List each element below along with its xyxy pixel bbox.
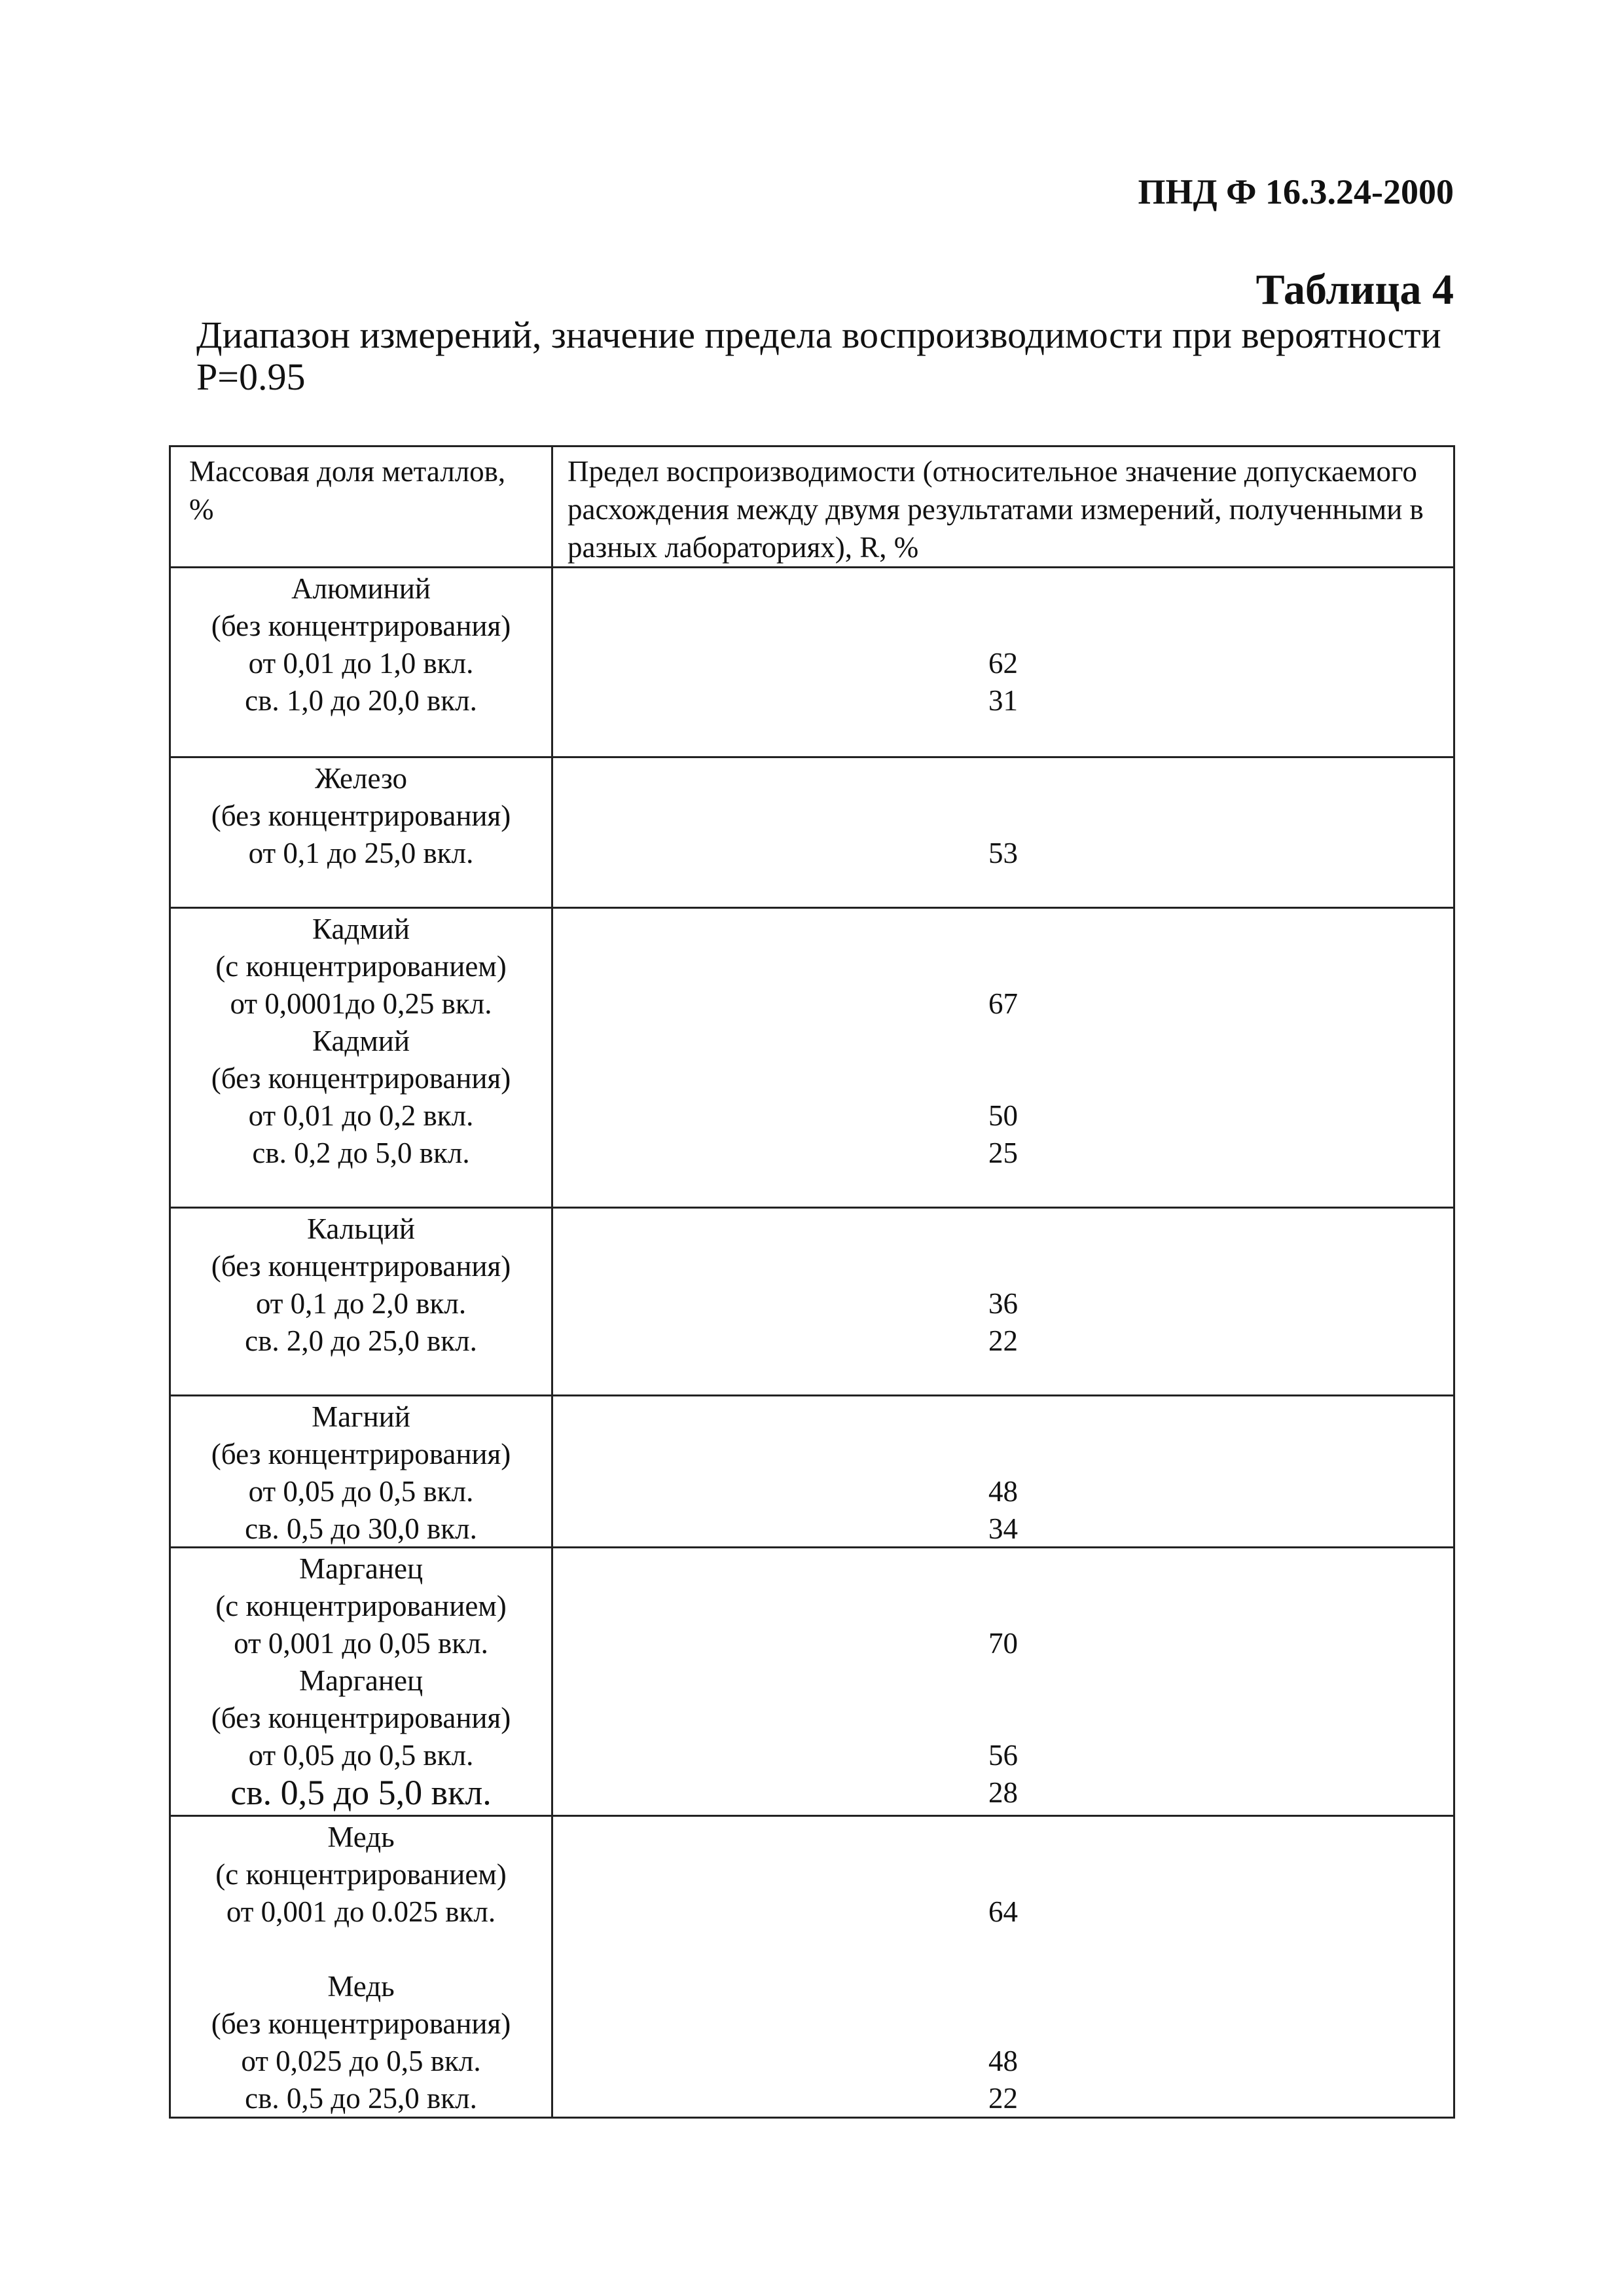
range-line: от 0,1 до 25,0 вкл.	[248, 837, 474, 869]
range-line: св. 0,5 до 5,0 вкл.	[230, 1773, 492, 1812]
range-line: от 0,01 до 1,0 вкл.	[248, 647, 474, 680]
table-row-copper	[169, 1815, 1455, 2119]
metal-name: Медь	[327, 1821, 395, 1853]
reproducibility-value: 48	[988, 2045, 1018, 2077]
header-cell-right	[553, 447, 1453, 566]
reproducibility-value: 36	[988, 1287, 1018, 1320]
metal-name: Алюминий	[291, 572, 431, 605]
reproducibility-cell	[553, 909, 1453, 1207]
range-line: св. 0,5 до 25,0 вкл.	[245, 2082, 477, 2115]
reproducibility-value: 22	[988, 1324, 1018, 1357]
header-right-label: Предел воспроизводимости (относительное значение допускаемого расхождения между двумя результатами измерений, полученными в разных лабораториях), R, %	[568, 455, 1424, 564]
reproducibility-value: 50	[988, 1099, 1018, 1132]
range-line: от 0,1 до 2,0 вкл.	[255, 1287, 467, 1320]
metal-range-cell	[171, 1396, 553, 1546]
table-row-cadmium	[169, 907, 1455, 1207]
table-title: Таблица 4	[1255, 266, 1454, 314]
reproducibility-cell	[553, 1209, 1453, 1394]
metal-name: Кадмий	[312, 913, 410, 945]
metal-range-cell	[171, 1209, 553, 1394]
reproducibility-value: 25	[988, 1137, 1018, 1169]
reproducibility-cell	[553, 1396, 1453, 1546]
metal-name: Кадмий	[312, 1025, 410, 1057]
range-line: от 0,01 до 0,2 вкл.	[248, 1099, 474, 1132]
range-line: от 0,025 до 0,5 вкл.	[241, 2045, 481, 2077]
range-line: от 0,05 до 0,5 вкл.	[248, 1739, 474, 1772]
metal-name: Марганец	[298, 1552, 424, 1585]
range-line: св. 2,0 до 25,0 вкл.	[245, 1324, 477, 1357]
table-4	[169, 445, 1455, 2119]
table-row-magnesium	[169, 1394, 1455, 1546]
range-line: от 0,001 до 0,05 вкл.	[234, 1627, 488, 1660]
table-row-calcium	[169, 1207, 1455, 1394]
table-row-aluminium	[169, 566, 1455, 756]
range-line: (без концентрирования)	[211, 1438, 511, 1470]
reproducibility-value: 70	[988, 1627, 1018, 1660]
metal-range-cell	[171, 1817, 553, 2117]
table-header-row	[169, 445, 1455, 566]
range-line: от 0,0001до 0,25 вкл.	[230, 987, 492, 1020]
range-line: (с концентрированием)	[215, 1590, 507, 1622]
metal-name: Марганец	[298, 1664, 424, 1697]
table-row-iron	[169, 756, 1455, 907]
range-line: (без концентрирования)	[211, 1702, 511, 1734]
reproducibility-value: 31	[988, 684, 1018, 717]
metal-name: Медь	[327, 1970, 395, 2003]
metal-range-cell	[171, 1548, 553, 1815]
range-line: св. 0,2 до 5,0 вкл.	[252, 1137, 470, 1169]
range-line: (без концентрирования)	[211, 610, 511, 642]
reproducibility-cell	[553, 1817, 1453, 2117]
reproducibility-value: 62	[988, 647, 1018, 680]
range-line: от 0,001 до 0.025 вкл.	[226, 1895, 496, 1928]
reproducibility-value: 56	[988, 1739, 1018, 1772]
reproducibility-value: 53	[988, 837, 1018, 869]
metal-range-cell	[171, 568, 553, 756]
range-line: св. 0,5 до 30,0 вкл.	[245, 1512, 477, 1545]
reproducibility-value: 48	[988, 1475, 1018, 1508]
header-left-label: Массовая доля металлов, %	[189, 455, 506, 526]
metal-range-cell	[171, 758, 553, 907]
reproducibility-value: 22	[988, 2082, 1018, 2115]
range-line: от 0,05 до 0,5 вкл.	[248, 1475, 474, 1508]
reproducibility-value: 67	[988, 987, 1018, 1020]
range-line: (с концентрированием)	[215, 950, 507, 983]
metal-name: Кальций	[306, 1212, 415, 1245]
reproducibility-cell	[553, 1548, 1453, 1815]
metal-range-cell	[171, 909, 553, 1207]
range-line: (с концентрированием)	[215, 1858, 507, 1891]
document-code: ПНД Ф 16.3.24-2000	[1138, 172, 1454, 211]
reproducibility-value: 28	[988, 1776, 1018, 1809]
range-line: (без концентрирования)	[211, 1250, 511, 1283]
range-line: св. 1,0 до 20,0 вкл.	[245, 684, 477, 717]
reproducibility-value: 34	[988, 1512, 1018, 1545]
range-line: (без концентрирования)	[211, 1062, 511, 1095]
table-row-manganese	[169, 1546, 1455, 1815]
range-line: (без концентрирования)	[211, 799, 511, 832]
reproducibility-cell	[553, 568, 1453, 756]
metal-name: Магний	[312, 1400, 410, 1433]
reproducibility-value: 64	[988, 1895, 1018, 1928]
range-line: (без концентрирования)	[211, 2007, 511, 2040]
header-cell-left	[171, 447, 553, 566]
reproducibility-cell	[553, 758, 1453, 907]
table-caption: Диапазон измерений, значение предела воспроизводимости при вероятности P=0.95	[196, 314, 1441, 398]
metal-name: Железо	[315, 762, 407, 795]
